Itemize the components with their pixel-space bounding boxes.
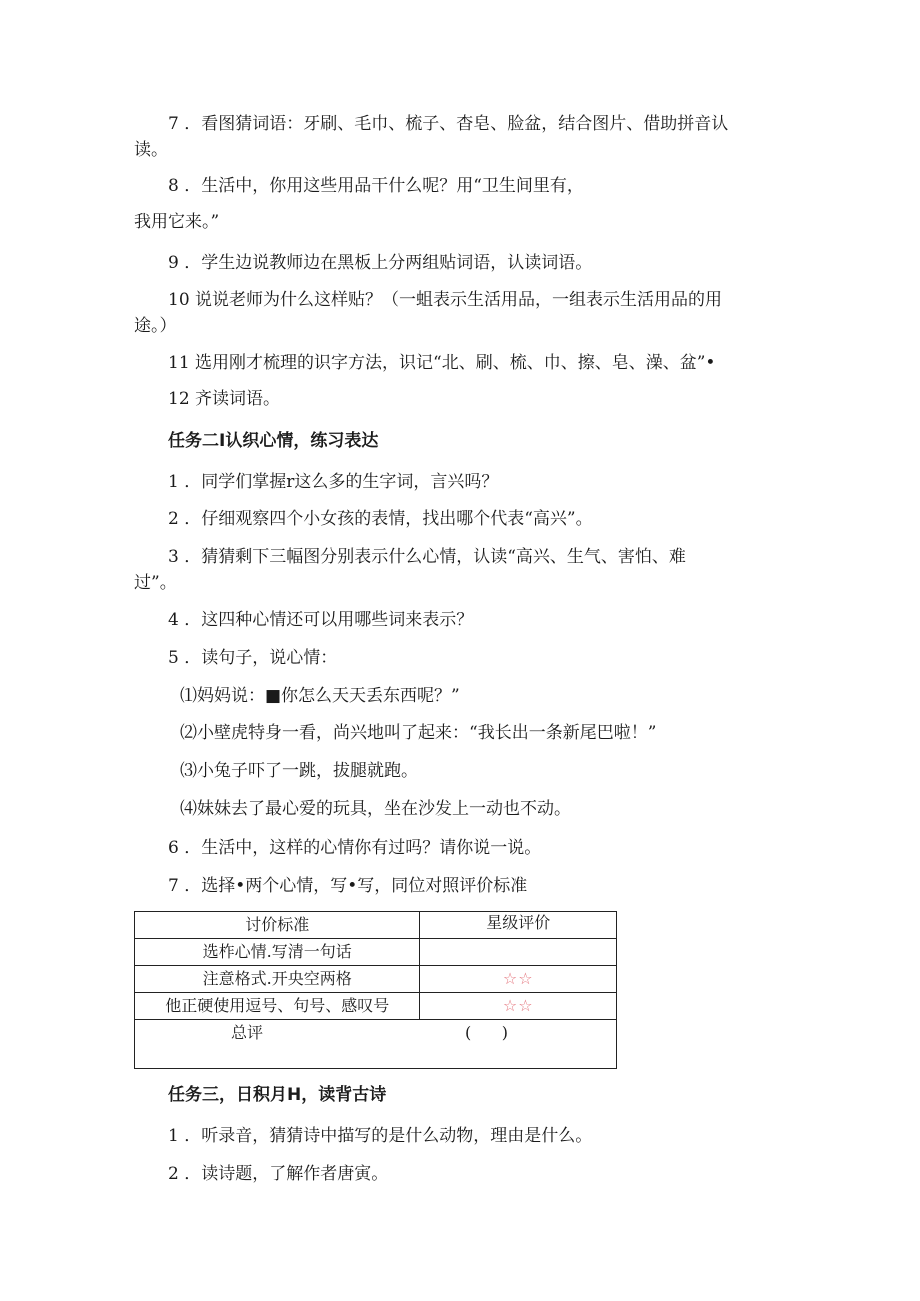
task-2-item-5: 5 ．读句子，说心情：: [168, 648, 338, 668]
header-criteria: 讨价标准: [135, 912, 420, 939]
task-2-item-6: 6 ．生活中，这样的心情你有过吗？请你说一说。: [168, 838, 542, 858]
task-2-item-7: 7 ．选择•两个心情，写•写，同位对照评价标准: [168, 876, 528, 896]
table-row: [135, 993, 617, 1020]
task-2-item-4: 4 ．这四种心情还可以用哪些词来表示？: [168, 610, 474, 630]
header-rating: 星级评价: [420, 912, 617, 939]
table-total-row: [135, 1020, 617, 1069]
rating-cell: [420, 939, 617, 966]
sentence-2: ⑵小壁虎特身一看，尚兴地叫了起来：“我长出一条新尾巴啦！”: [180, 723, 657, 743]
total-value: ( ): [465, 1023, 508, 1042]
task-3-item-1: 1 ．听录音，猜猜诗中描写的是什么动物，理由是什么。: [168, 1126, 593, 1146]
table-row: [135, 939, 617, 966]
item-10-line-2: 途。）: [134, 316, 177, 336]
total-label: 总评: [231, 1023, 264, 1042]
item-7-line-1: 7 ．看图猜词语：牙刷、毛巾、梳子、杳皂、脸盆，结合图片、借助拼音认: [168, 114, 729, 134]
task-2-item-1: 1 ．同学们掌握r这么多的生字词，言兴吗？: [168, 472, 499, 492]
task-3-heading: 任务三，日积月H，读背古诗: [168, 1085, 387, 1105]
task-3-item-2: 2 ．读诗题，了解作者唐寅。: [168, 1164, 389, 1184]
item-8-line-2: 我用它来。”: [134, 212, 220, 232]
table-row: [135, 966, 617, 993]
sentence-1: ⑴妈妈说：■你怎么天天丢东西呢？”: [180, 686, 460, 706]
criteria-cell: 注意格式.开央空两格: [135, 966, 420, 993]
criteria-cell: 他正硬使用逗号、句号、感叹号: [135, 993, 420, 1020]
sentence-3: ⑶小兔子吓了一跳，拔腿就跑。: [180, 761, 418, 781]
task-2-item-3-line-2: 过”。: [134, 573, 177, 593]
sentence-4: ⑷妹妹去了最心爱的玩具，坐在沙发上一动也不动。: [180, 799, 571, 819]
task-2-heading: 任务二I认织心情，练习表达: [168, 431, 379, 451]
item-11: 11 选用刚才梳理的识字方法，识记“北、刷、梳、巾、擦、皂、澡、盆”•: [168, 353, 716, 373]
item-9: 9 ．学生边说教师边在黑板上分两组贴词语，认读词语。: [168, 253, 593, 273]
rating-cell: ☆☆: [420, 993, 617, 1020]
item-7-line-2: 读。: [134, 140, 168, 160]
table-header-row: [135, 912, 617, 939]
rating-cell: ☆☆: [420, 966, 617, 993]
item-10-line-1: 10 说说老师为什么这样贴？（一蛆表示生活用品，一组表示生活用品的用: [168, 290, 723, 310]
criteria-cell: 选柞心情.写清一句话: [135, 939, 420, 966]
item-12: 12 齐读词语。: [168, 389, 281, 409]
item-8-line-1: 8 ．生活中，你用这些用品干什么呢？用“卫生间里有，: [168, 176, 584, 196]
task-2-item-3-line-1: 3 ．猜猜剩下三幅图分别表示什么心情，认读“高兴、生气、害怕、难: [168, 547, 686, 567]
task-2-item-2: 2 ．仔细观察四个小女孩的表情，找出哪个代表“高兴”。: [168, 509, 593, 529]
evaluation-table: [134, 911, 617, 1069]
total-cell: [135, 1020, 617, 1069]
